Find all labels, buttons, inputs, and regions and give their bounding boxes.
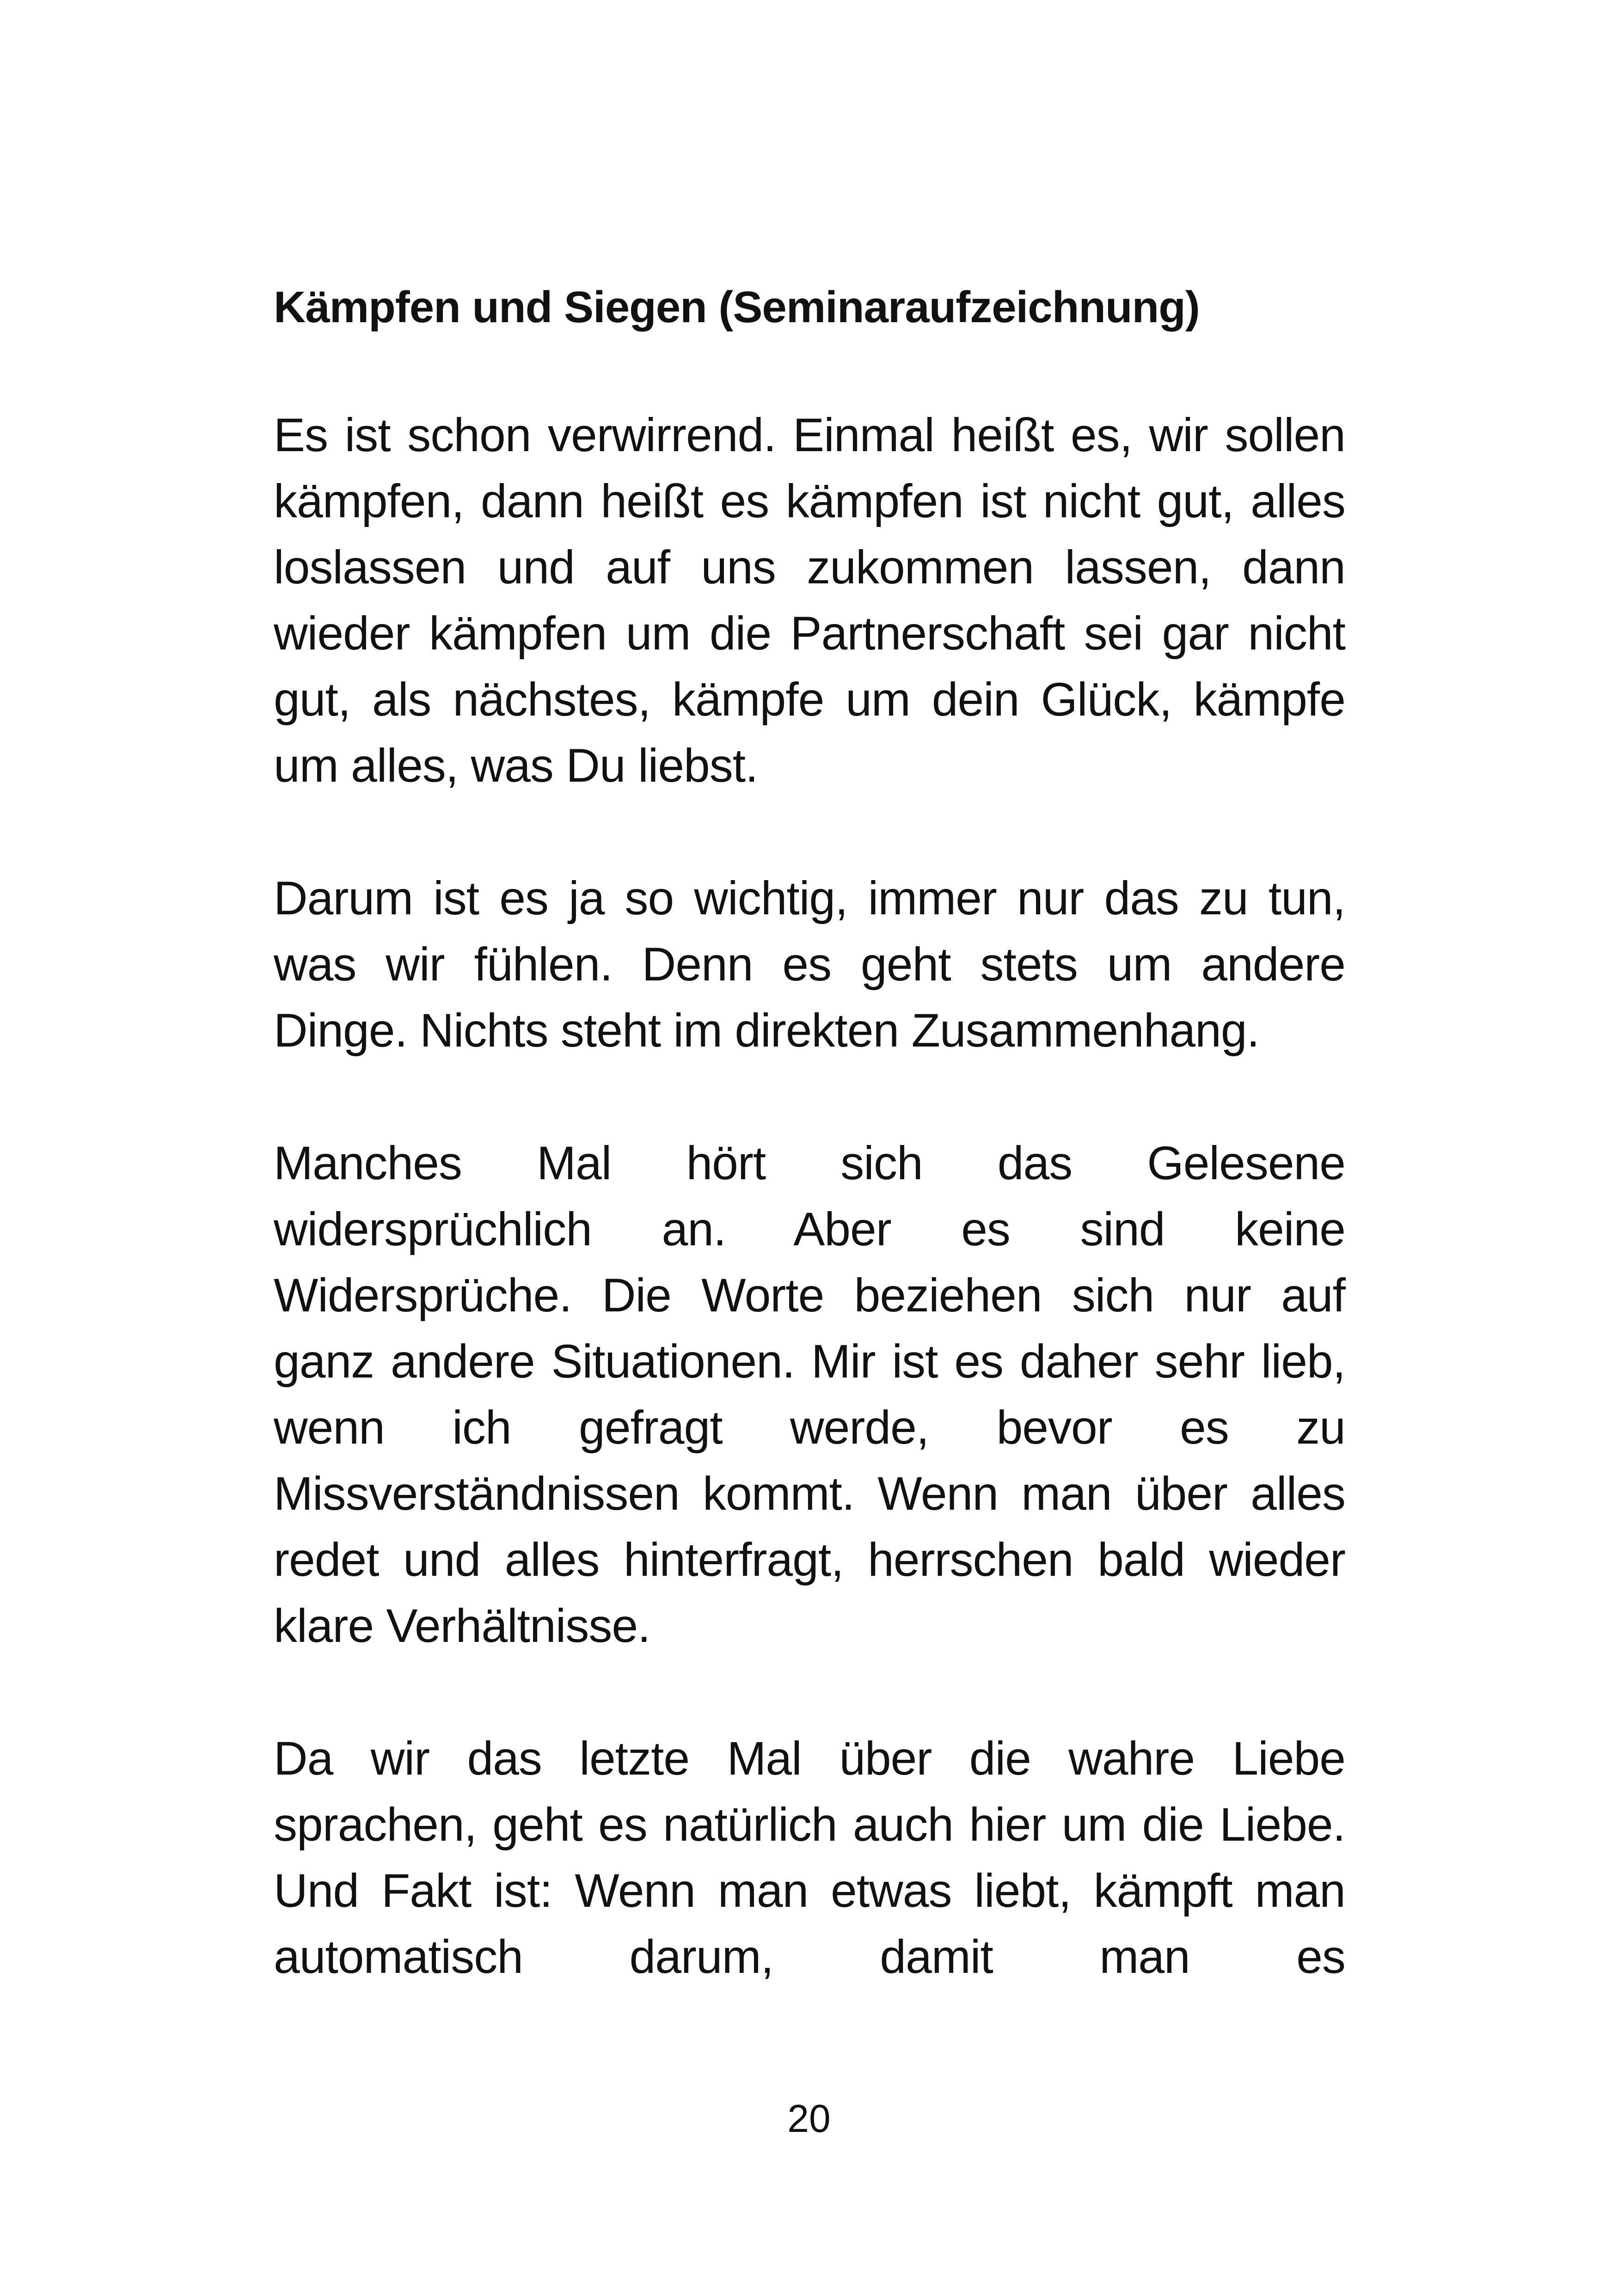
paragraph-2: Darum ist es ja so wichtig, immer nur das zu tun, was wir fühlen. Denn es geht stets um andere Dinge. Nichts steht im direkten Zusammenhang.	[274, 872, 1345, 1057]
page-content	[274, 277, 1345, 1990]
page-number: 20	[787, 2097, 831, 2140]
paragraph-4: Da wir das letzte Mal über die wahre Liebe sprachen, geht es natürlich auch hier um die Liebe. Und Fakt ist: Wenn man etwas liebt, kämpft man automatisch darum, damit man es	[274, 1732, 1345, 1983]
chapter-heading: Kämpfen und Siegen (Seminaraufzeichnung)	[274, 282, 1200, 332]
paragraph-3: Manches Mal hört sich das Gelesene widersprüchlich an. Aber es sind keine Widersprüche. Die Worte beziehen sich nur auf ganz andere Situationen. Mir ist es daher sehr lieb, wenn ich gefragt werde, bevor es zu Missverständnissen kommt. Wenn man über alles redet und alles hinterfragt, herrschen bald wieder klare Verhältnisse.	[274, 1137, 1345, 1652]
paragraph-1: Es ist schon verwirrend. Einmal heißt es, wir sollen kämpfen, dann heißt es kämpfen ist nicht gut, alles loslassen und auf uns zukommen lassen, dann wieder kämpfen um die Partnerschaft sei gar nicht gut, als nächstes, kämpfe um dein Glück, kämpfe um alles, was Du liebst.	[274, 409, 1345, 792]
